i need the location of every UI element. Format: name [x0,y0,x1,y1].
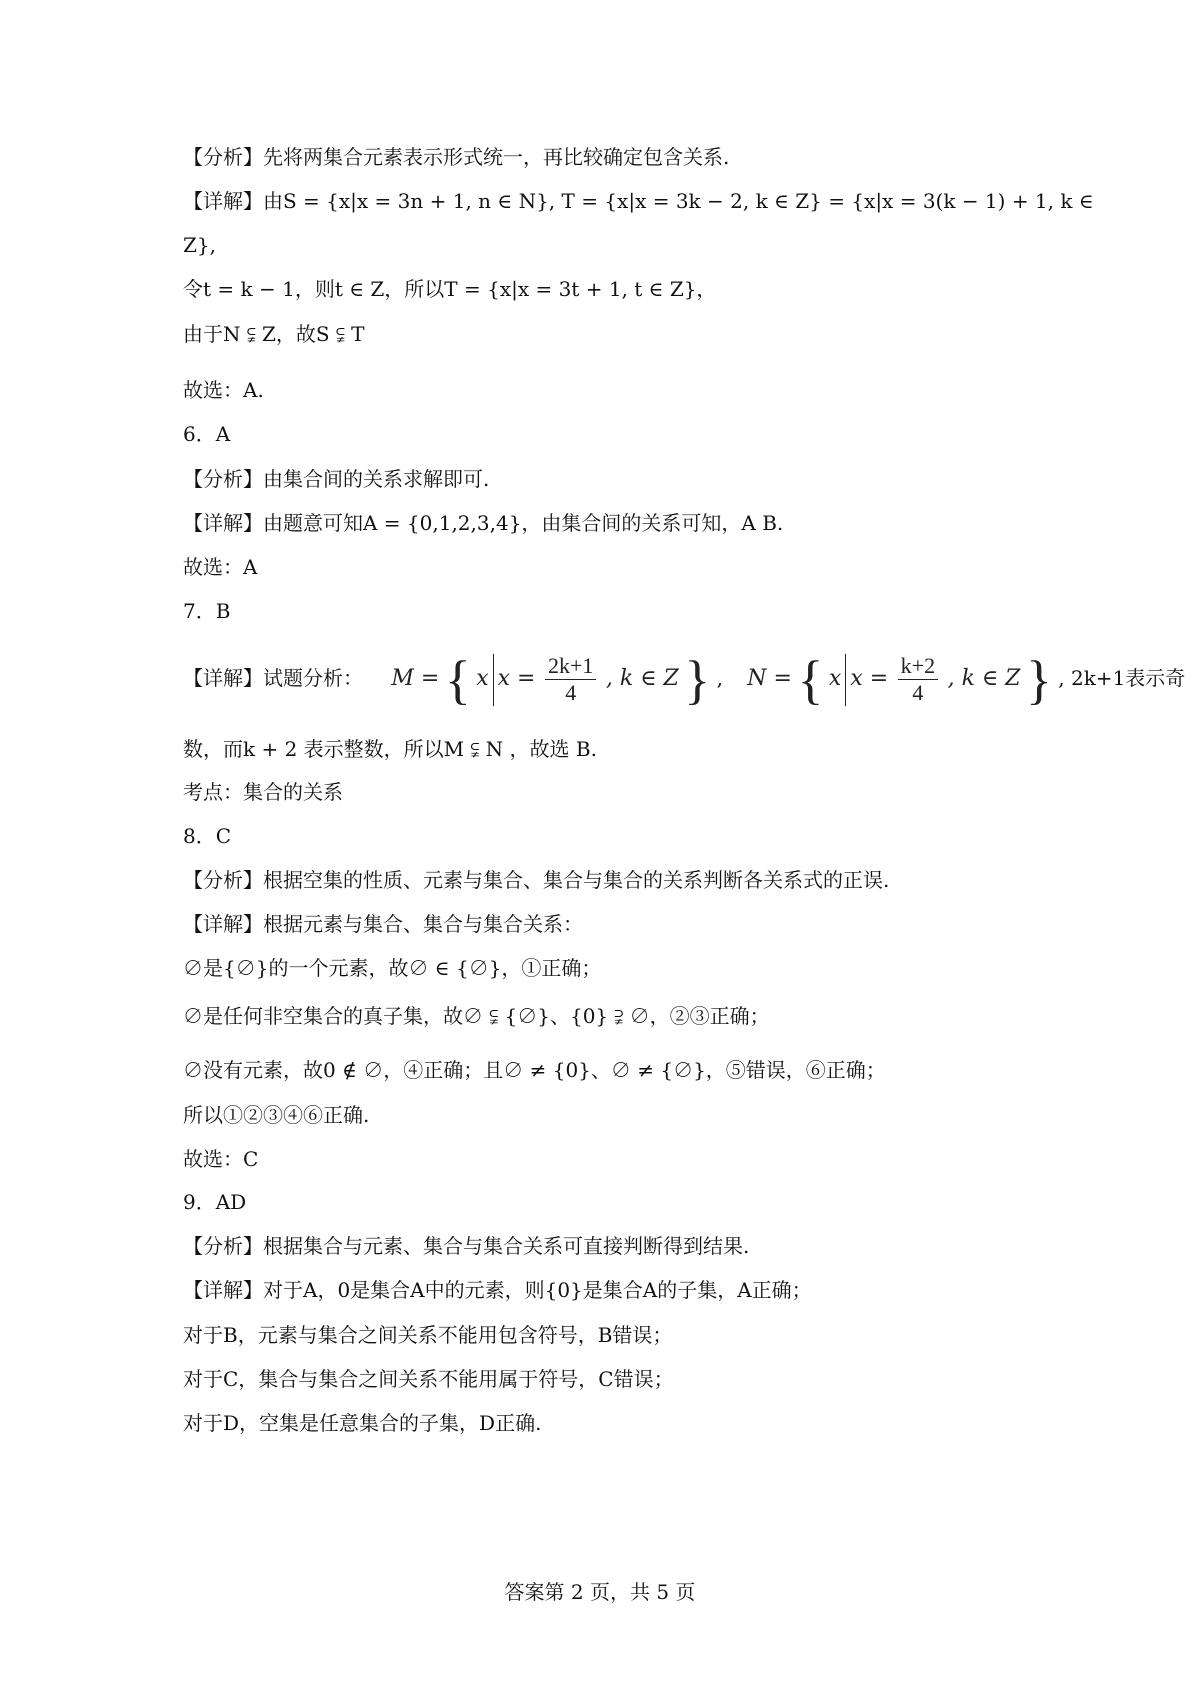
detail-line: 所以①②③④⑥正确. [183,1103,370,1127]
detail-line: 【详解】由题意可知A = {0,1,2,3,4}，由集合间的关系可知，A B. [183,511,784,535]
fraction-numerator: 2k+1 [545,653,596,680]
formula-line [183,648,1185,710]
formula-m-label: M = [391,666,440,691]
question-number: 8．C [183,824,232,848]
question-number: 7．B [183,599,231,623]
analysis-line: 【分析】根据集合与元素、集合与集合关系可直接判断得到结果. [183,1234,750,1258]
comma: , [716,666,723,690]
detail-line: 由于N ⫋ Z，故S ⫋ T [183,322,365,346]
detail-label: 【详解】试题分析： [183,666,363,690]
detail-line-cont: Z}, [183,233,216,257]
fraction-denominator: 4 [912,680,924,706]
fraction [898,653,938,706]
page-footer: 答案第 2 页，共 5 页 [504,1580,696,1604]
formula-image-m [391,648,710,710]
analysis-line: 【分析】先将两集合元素表示形式统一，再比较确定包含关系. [183,145,730,169]
choice-line: 故选：A [183,555,258,579]
formula-var: x = [850,666,889,691]
formula-var: x = [497,666,536,691]
detail-line: 【详解】根据元素与集合、集合与集合关系： [183,912,583,936]
question-number: 9．AD [183,1190,247,1214]
formula-image-n [747,648,1052,710]
analysis-line: 【分析】根据空集的性质、元素与集合、集合与集合的关系判断各关系式的正误. [183,868,890,892]
divider-bar [493,654,494,706]
fraction-numerator: k+2 [898,653,938,680]
question-number: 6．A [183,422,231,446]
formula-var: x [476,666,489,691]
detail-line: 对于C，集合与集合之间关系不能用属于符号，C错误； [183,1367,674,1391]
right-brace-icon: } [684,649,711,710]
choice-line: 故选：A. [183,378,264,402]
detail-line: 对于D，空集是任意集合的子集，D正确. [183,1411,542,1435]
choice-line: 故选：C [183,1147,259,1171]
detail-line: 对于B，元素与集合之间关系不能用包含符号，B错误； [183,1323,673,1347]
left-brace-icon: { [797,649,824,710]
fraction-denominator: 4 [565,680,577,706]
formula-tail: , k ∈ Z [947,666,1021,691]
detail-line: ∅没有元素，故0 ∉ ∅，④正确；且∅ ≠ {0}、∅ ≠ {∅}，⑤错误，⑥正确； [183,1058,886,1082]
fraction [545,653,596,706]
detail-line: ∅是{∅}的一个元素，故∅ ∈ {∅}，①正确； [183,956,602,980]
formula-var: x [828,666,842,691]
detail-line: 【详解】由S = {x|x = 3n + 1, n ∈ N}, T = {x|x = 3k − 2, k ∈ Z} = {x|x = 3(k − 1) + 1, k ∈ [183,189,1094,213]
analysis-line: 【分析】由集合间的关系求解即可. [183,467,490,491]
point-line: 考点：集合的关系 [183,780,343,804]
divider-bar [845,654,846,706]
formula-n-label: N = [747,666,792,691]
formula-end-text: , 2k+1表示奇 [1058,666,1186,690]
detail-line: ∅是任何非空集合的真子集，故∅ ⫋ {∅}、{0} ⫌ ∅，②③正确； [183,1004,770,1028]
detail-line: 令t = k − 1，则t ∈ Z，所以T = {x|x = 3t + 1, t ∈ Z}， [183,277,717,301]
detail-line: 【详解】对于A，0是集合A中的元素，则{0}是集合A的子集，A正确； [183,1278,812,1302]
left-brace-icon: { [444,649,471,710]
detail-line: 数，而k + 2 表示整数，所以M ⫋ N ，故选 B. [183,737,597,761]
right-brace-icon: } [1025,649,1052,710]
formula-tail: , k ∈ Z [605,666,679,691]
